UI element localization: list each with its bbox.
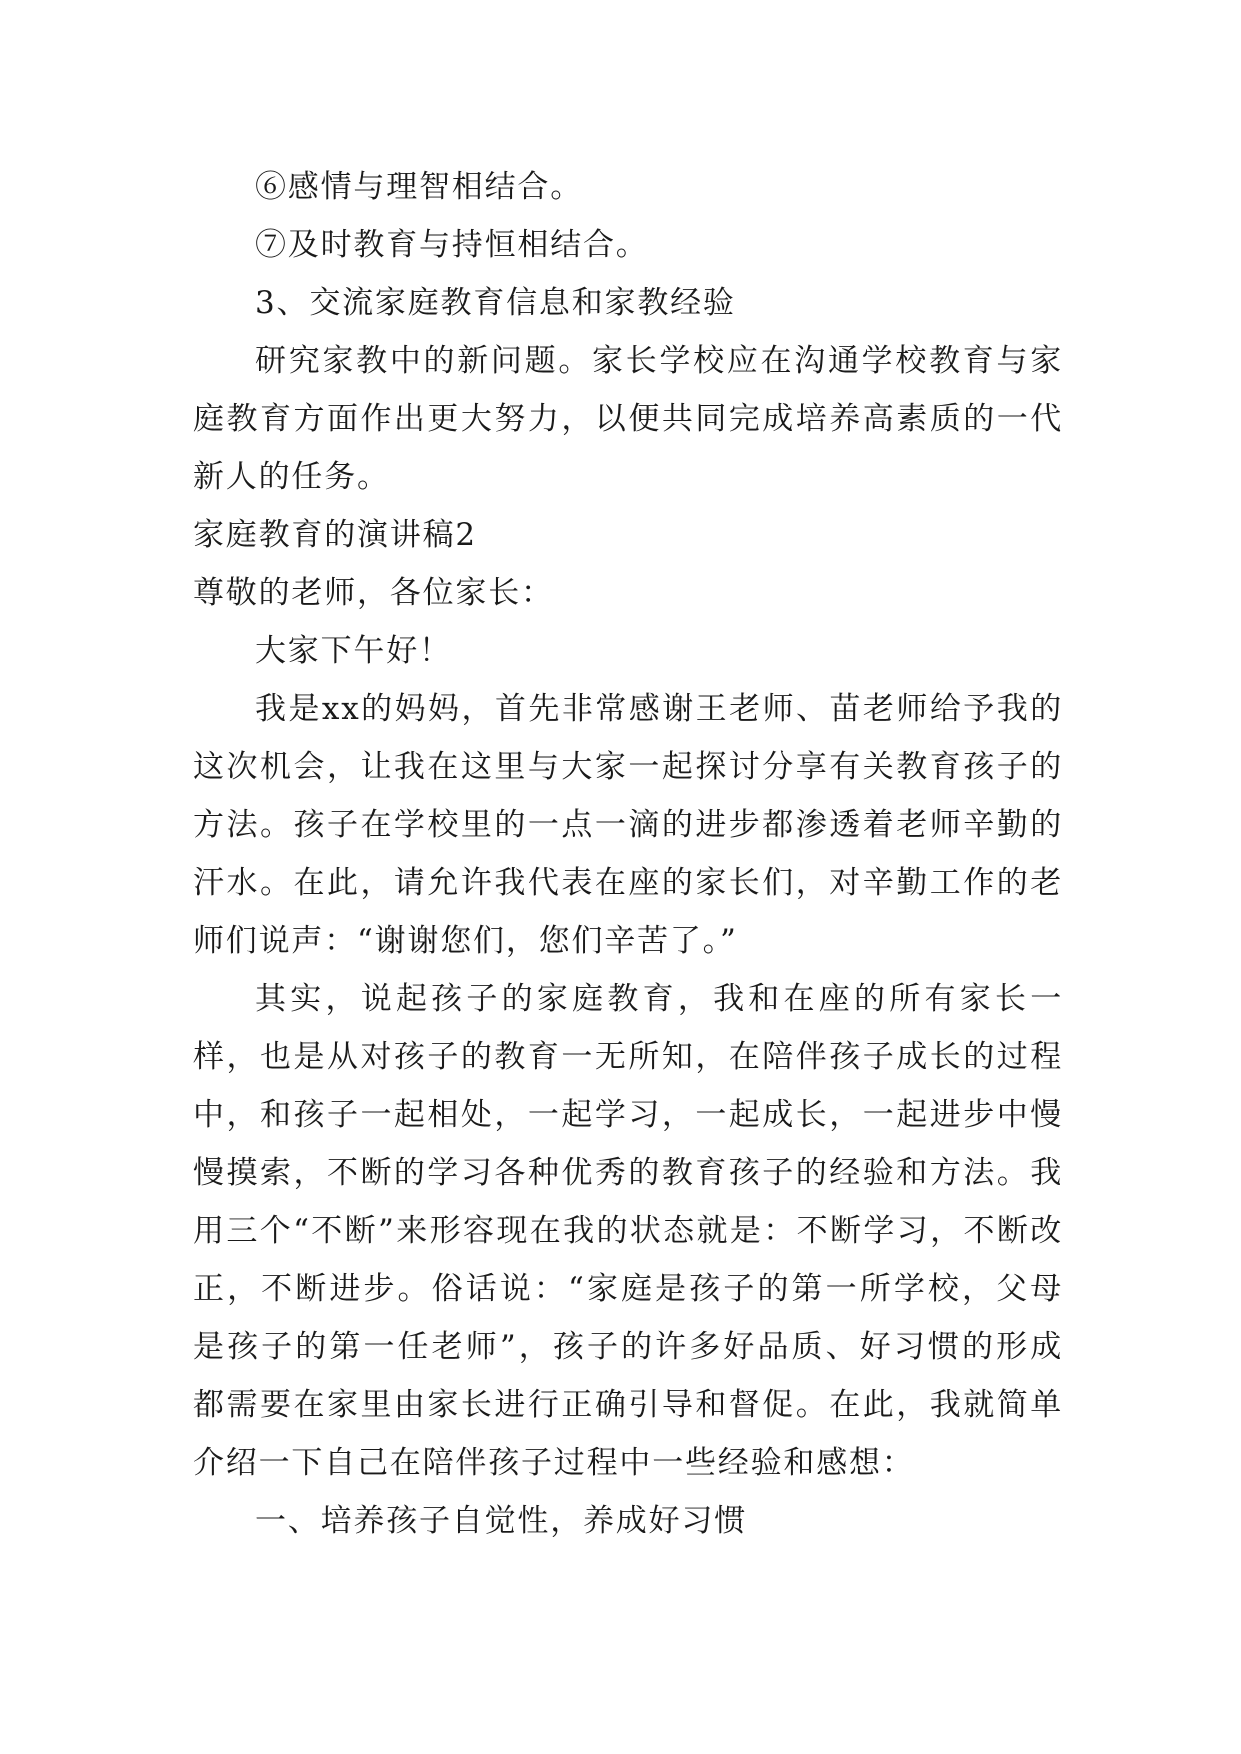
paragraph-intro: 我是xx的妈妈，首先非常感谢王老师、苗老师给予我的这次机会，让我在这里与大家一起探讨分享有关教育孩子的方法。孩子在学校里的一点一滴的进步都渗透着老师辛勤的汗水。在此，请允许我代表在座的家长们，对辛勤工作的老师们说声：“谢谢您们，您们辛苦了。” bbox=[193, 691, 1063, 959]
document-body bbox=[193, 158, 1063, 1550]
list-item-six: ⑥感情与理智相结合。 bbox=[255, 169, 583, 205]
paragraph-research: 研究家教中的新问题。家长学校应在沟通学校教育与家庭教育方面作出更大努力，以便共同完成培养高素质的一代新人的任务。 bbox=[193, 343, 1063, 495]
speech-title-2: 家庭教育的演讲稿2 bbox=[193, 517, 477, 553]
section-heading-one: 一、培养孩子自觉性，养成好习惯 bbox=[255, 1503, 747, 1539]
paragraph-experience: 其实，说起孩子的家庭教育，我和在座的所有家长一样，也是从对孩子的教育一无所知，在陪伴孩子成长的过程中，和孩子一起相处，一起学习，一起成长，一起进步中慢慢摸索，不断的学习各种优秀的教育孩子的经验和方法。我用三个“不断”来形容现在我的状态就是：不断学习，不断改正，不断进步。俗话说：“家庭是孩子的第一所学校，父母是孩子的第一任老师”，孩子的许多好品质、好习惯的形成都需要在家里由家长进行正确引导和督促。在此，我就简单介绍一下自己在陪伴孩子过程中一些经验和感想： bbox=[193, 981, 1063, 1481]
list-item-seven: ⑦及时教育与持恒相结合。 bbox=[255, 227, 649, 263]
section-heading-3: 3、交流家庭教育信息和家教经验 bbox=[255, 285, 736, 321]
greeting: 大家下午好！ bbox=[255, 633, 452, 669]
salutation: 尊敬的老师，各位家长： bbox=[193, 575, 554, 611]
